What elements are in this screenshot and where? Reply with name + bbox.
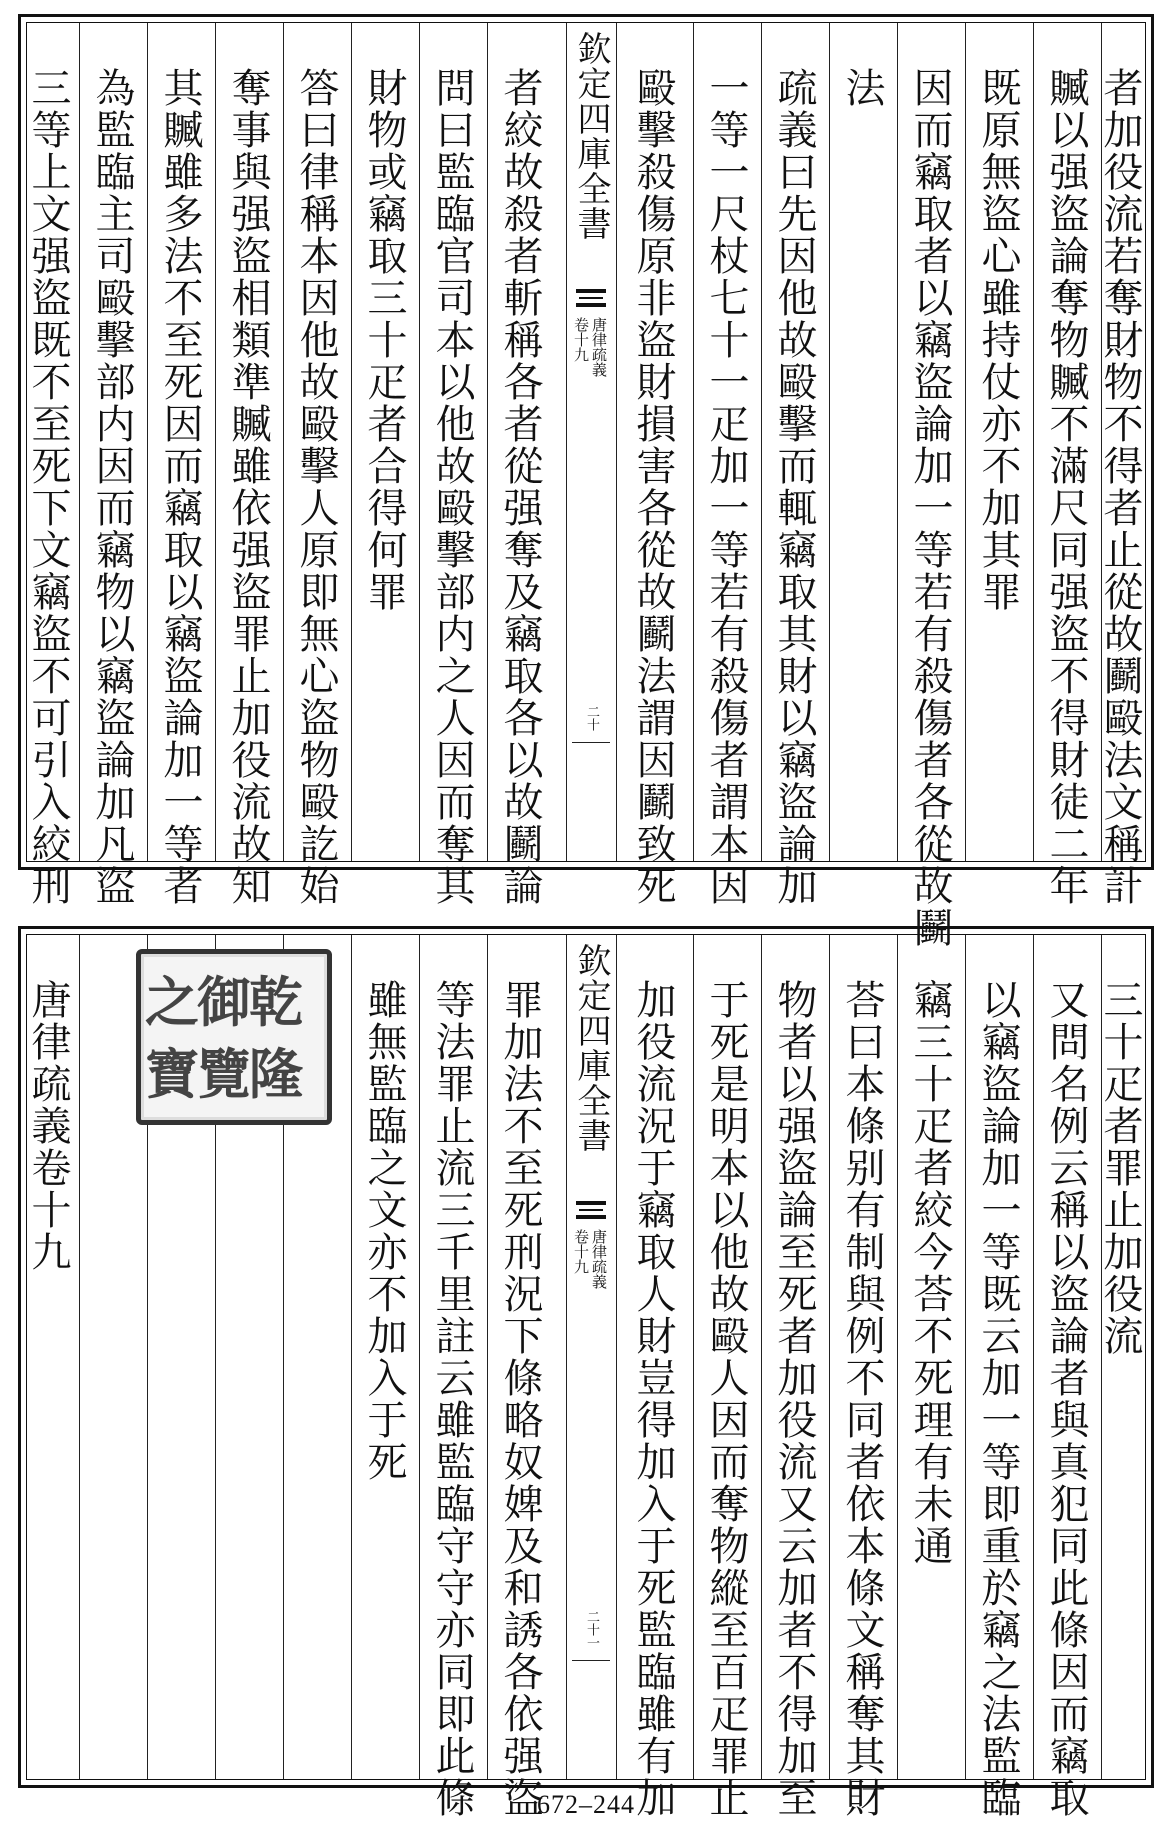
text-column: 以竊盜論加一等既云加一等即重於竊之法監臨	[975, 979, 1021, 1819]
text-column: 問曰監臨官司本以他故毆擊部内之人因而奪其	[429, 67, 475, 907]
text-column: 因而竊取者以竊盜論加一等若有殺傷者各從故鬬	[907, 67, 953, 949]
column-rule	[616, 23, 617, 861]
top-page	[18, 14, 1154, 949]
text-column: 毆擊殺傷原非盜財損害各從故鬬法謂因鬬致死	[630, 67, 676, 907]
column-rule	[693, 23, 694, 861]
text-column: 既原無盜心雖持仗亦不加其罪	[975, 67, 1021, 613]
text-column: 等法罪止流三千里註云雖監臨守守亦同即此條	[429, 979, 475, 1819]
text-column: 法	[839, 67, 885, 109]
volume-label: 卷十九	[572, 317, 590, 362]
column-rule	[761, 935, 762, 1779]
column-rule	[693, 935, 694, 1779]
column-rule	[897, 935, 898, 1779]
column-rule	[79, 23, 80, 861]
center-gutter	[566, 23, 616, 861]
folio-rule	[572, 742, 610, 743]
text-column: 物者以强盜論至死者加役流又云加者不得加至	[771, 979, 817, 1819]
text-column: 雖無監臨之文亦不加入于死	[361, 979, 407, 1483]
text-column: 罪加法不至死刑況下條略奴婢及和誘各依强盜	[497, 979, 543, 1819]
text-column: 奪事與强盜相類準贓雖依强盜罪止加役流故知	[225, 67, 271, 907]
column-rule	[829, 23, 830, 861]
column-rule	[487, 935, 488, 1779]
column-rule	[829, 935, 830, 1779]
column-rule	[761, 23, 762, 861]
folio-rule	[572, 1660, 610, 1661]
text-column: 贓以强盜論奪物贓不滿尺同强盜不得財徒二年	[1043, 67, 1089, 907]
text-column: 加役流況于竊取人財豈得加入于死監臨雖有加	[630, 979, 676, 1819]
text-column: 三等上文强盜既不至死下文竊盜不可引入絞刑	[25, 67, 71, 907]
column-rule	[215, 23, 216, 861]
column-rule	[1033, 23, 1034, 861]
column-rule	[351, 935, 352, 1779]
volume-end-title: 唐律疏義卷十九	[25, 979, 71, 1273]
folio-number: 二十一	[584, 1610, 599, 1649]
folio-number: 二十	[584, 705, 599, 731]
page-number: 672–244	[537, 1790, 635, 1819]
text-column: 疏義曰先因他故毆擊而輒竊取其財以竊盜論加	[771, 67, 817, 907]
text-column: 三十疋者罪止加役流	[1097, 979, 1143, 1357]
text-column: 答曰律稱本因他故毆擊人原即無心盜物毆訖始	[293, 67, 339, 907]
text-column: 者加役流若奪財物不得者止從故鬬毆法文稱計	[1097, 67, 1143, 907]
column-rule	[79, 935, 80, 1779]
text-column: 荅曰本條别有制與例不同者依本條文稱奪其財	[839, 979, 885, 1819]
column-rule	[351, 23, 352, 861]
text-title: 唐律疏義	[590, 317, 608, 377]
column-rule	[419, 23, 420, 861]
fishtail-mark	[576, 289, 606, 307]
column-rule	[1033, 935, 1034, 1779]
column-rule	[616, 935, 617, 1779]
text-column: 為監臨主司毆擊部内因而竊物以竊盜論加凡盜	[89, 67, 135, 907]
text-title: 唐律疏義	[590, 1229, 608, 1289]
column-rule	[965, 935, 966, 1779]
column-rule	[283, 23, 284, 861]
text-column: 財物或竊取三十疋者合得何罪	[361, 67, 407, 613]
book-title: 欽定四庫全書	[571, 31, 611, 241]
text-column: 又問名例云稱以盜論者與真犯同此條因而竊取	[1043, 979, 1089, 1819]
volume-label: 卷十九	[572, 1229, 590, 1274]
column-rule	[487, 23, 488, 861]
center-gutter	[566, 935, 616, 1779]
column-rule	[147, 23, 148, 861]
column-rule	[419, 935, 420, 1779]
column-rule	[897, 23, 898, 861]
book-title: 欽定四庫全書	[571, 943, 611, 1153]
text-column: 于死是明本以他故毆人因而奪物縱至百疋罪止	[703, 979, 749, 1819]
column-rule	[965, 23, 966, 861]
text-column: 其贓雖多法不至死因而竊取以竊盜論加一等者	[157, 67, 203, 907]
text-column: 竊三十疋者絞今荅不死理有未通	[907, 979, 953, 1567]
imperial-seal: 乾 隆 御 覽 之 寶	[136, 949, 332, 1125]
text-column: 者絞故殺者斬稱各者從强奪及竊取各以故鬬論	[497, 67, 543, 907]
fishtail-mark	[576, 1201, 606, 1219]
text-column: 一等一尺杖七十一疋加一等若有殺傷者謂本因	[703, 67, 749, 907]
